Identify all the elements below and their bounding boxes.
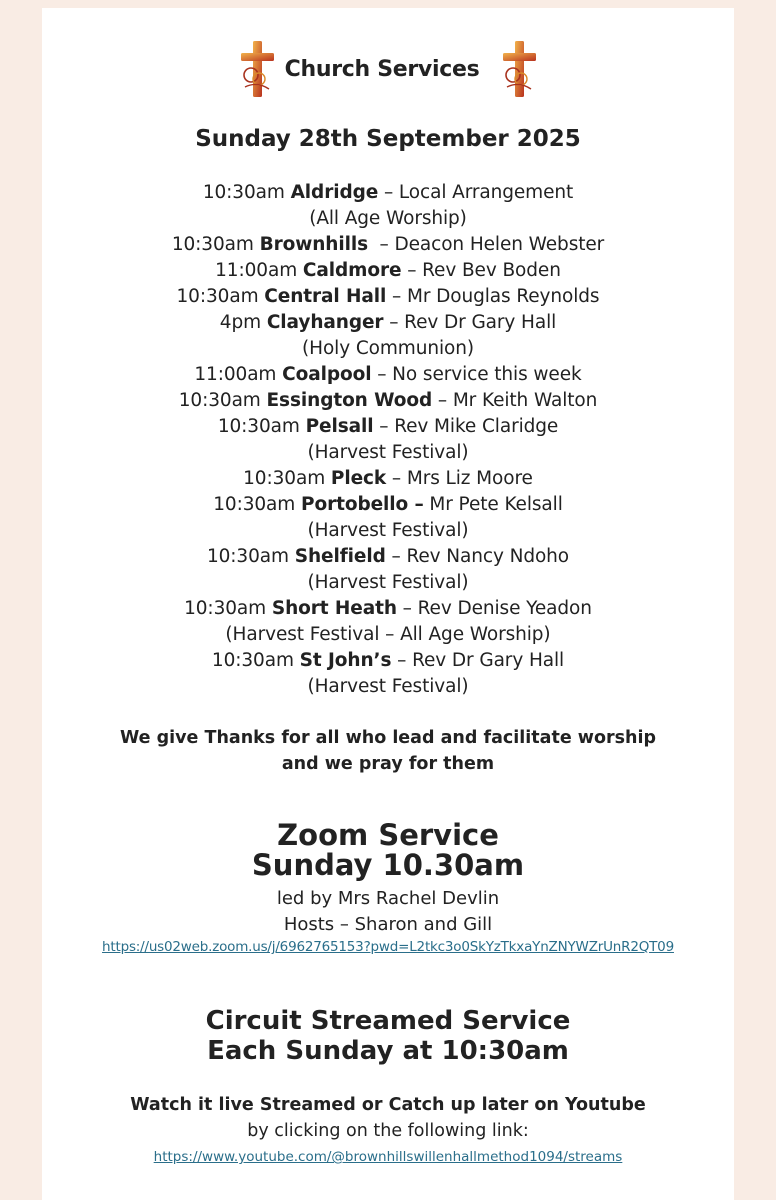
thanks-message (42, 725, 734, 777)
service-leader: – Rev Denise Yeadon (396, 598, 592, 619)
zoom-info (42, 886, 734, 938)
service-place: Pleck (330, 468, 387, 489)
service-time: 10:30am (202, 182, 285, 203)
service-leader: – Mr Douglas Reynolds (386, 286, 600, 307)
service-time: 10:30am (213, 494, 296, 515)
service-note-text: (Harvest Festival) (307, 572, 469, 593)
cross-icon (499, 39, 539, 99)
service-leader: – Mr Keith Walton (432, 390, 598, 411)
notice-card (42, 8, 734, 1200)
service-note (42, 206, 734, 232)
service-note (42, 570, 734, 596)
service-leader: – Rev Bev Boden (401, 260, 561, 281)
service-time: 10:30am (211, 650, 294, 671)
service-note (42, 336, 734, 362)
service-place: Pelsall (305, 416, 374, 437)
zoom-title-line: Zoom Service (277, 818, 499, 852)
stream-watch-text: Watch it live Streamed or Catch up later on Youtube (130, 1095, 646, 1115)
thanks-line: and we pray for them (281, 754, 495, 774)
stream-click-text: by clicking on the following link: (247, 1121, 529, 1141)
service-line (42, 544, 734, 570)
stream-title (42, 1006, 734, 1066)
service-line (42, 180, 734, 206)
service-place: Shelfield (294, 546, 386, 567)
service-note-text: (Harvest Festival – All Age Worship) (225, 624, 551, 645)
service-note (42, 518, 734, 544)
service-line (42, 596, 734, 622)
service-note (42, 674, 734, 700)
service-note-text: (Harvest Festival) (307, 442, 469, 463)
service-time: 10:30am (243, 468, 326, 489)
service-line (42, 284, 734, 310)
service-time: 4pm (219, 312, 262, 333)
service-time: 11:00am (194, 364, 277, 385)
service-place: Portobello – (301, 494, 424, 515)
service-place: Aldridge (290, 182, 379, 203)
service-leader: – Rev Dr Gary Hall (383, 312, 557, 333)
service-place: Clayhanger (266, 312, 384, 333)
service-leader: – Deacon Helen Webster (367, 234, 605, 255)
service-line (42, 388, 734, 414)
service-time: 11:00am (215, 260, 298, 281)
service-line (42, 258, 734, 284)
header-title: Church Services (284, 56, 480, 82)
youtube-link[interactable]: https://www.youtube.com/@brownhillswillenhallmethod1094/streams (153, 1149, 623, 1165)
service-note-text: (Holy Communion) (302, 338, 474, 359)
service-line (42, 648, 734, 674)
service-place: Short Heath (271, 598, 397, 619)
stream-title-line: Circuit Streamed Service (205, 1006, 571, 1036)
service-leader: – Rev Mike Claridge (373, 416, 559, 437)
cross-icon (237, 39, 277, 99)
zoom-title (42, 820, 734, 880)
service-time: 10:30am (217, 416, 300, 437)
service-time: 10:30am (184, 598, 267, 619)
zoom-leader: led by Mrs Rachel Devlin (276, 888, 500, 909)
zoom-link[interactable]: https://us02web.zoom.us/j/6962765153?pwd=L2tkc3o0SkYzTkxaYnZNYWZrUnR2QT09 (102, 939, 674, 955)
service-line (42, 310, 734, 336)
service-leader: – No service this week (371, 364, 582, 385)
stream-info (42, 1092, 734, 1144)
service-line (42, 466, 734, 492)
service-leader: – Rev Nancy Ndoho (385, 546, 570, 567)
service-note (42, 440, 734, 466)
service-line (42, 232, 734, 258)
service-place: Essington Wood (266, 390, 433, 411)
service-line (42, 362, 734, 388)
service-place: Brownhills (259, 234, 368, 255)
service-note-text: (All Age Worship) (309, 208, 467, 229)
stream-title-line: Each Sunday at 10:30am (207, 1036, 569, 1066)
service-place: Central Hall (264, 286, 387, 307)
service-note-text: (Harvest Festival) (307, 676, 469, 697)
service-leader: Mr Pete Kelsall (423, 494, 563, 515)
zoom-title-line: Sunday 10.30am (251, 848, 525, 882)
service-date: Sunday 28th September 2025 (195, 126, 581, 152)
service-place: Coalpool (282, 364, 372, 385)
service-line (42, 414, 734, 440)
service-note (42, 622, 734, 648)
service-place: Caldmore (302, 260, 402, 281)
service-time: 10:30am (171, 234, 254, 255)
service-note-text: (Harvest Festival) (307, 520, 469, 541)
service-leader: – Local Arrangement (378, 182, 574, 203)
header (42, 36, 734, 102)
service-place: St John’s (299, 650, 392, 671)
service-time: 10:30am (176, 286, 259, 307)
services-list (42, 180, 734, 700)
service-line (42, 492, 734, 518)
thanks-line: We give Thanks for all who lead and facilitate worship (119, 728, 657, 748)
service-leader: – Rev Dr Gary Hall (391, 650, 565, 671)
service-time: 10:30am (206, 546, 289, 567)
zoom-hosts: Hosts – Sharon and Gill (283, 914, 493, 935)
service-leader: – Mrs Liz Moore (386, 468, 533, 489)
service-time: 10:30am (178, 390, 261, 411)
